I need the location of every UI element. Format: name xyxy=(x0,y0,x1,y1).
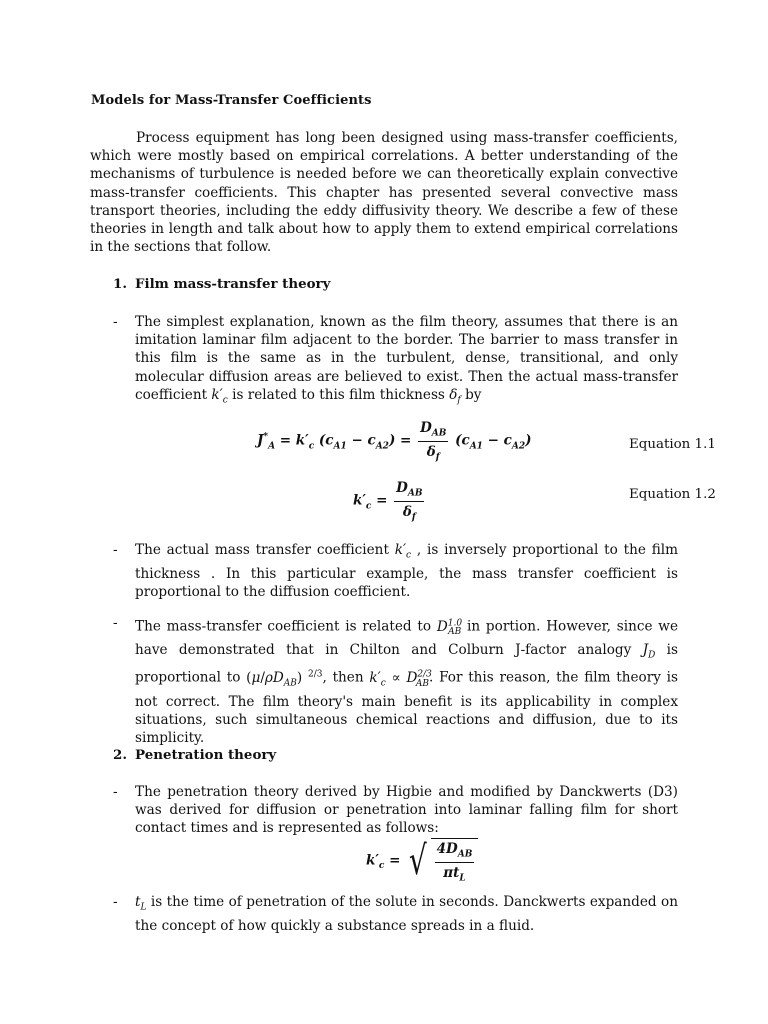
radical-sign: √ xyxy=(408,838,427,884)
section-1-number: 1. xyxy=(113,276,127,292)
section-1-heading xyxy=(113,276,330,292)
bullet-marker: - xyxy=(113,894,118,910)
math-kc-prime: $k'_c$ xyxy=(394,542,412,561)
bullet-marker: - xyxy=(113,314,118,330)
bullet-text-part: , then xyxy=(322,669,370,686)
section-2-heading xyxy=(113,747,276,763)
math-kc-prime: $k'_c$ xyxy=(211,386,228,406)
math-delta-f: $\delta_f$ xyxy=(449,386,461,406)
math-jd: $J_D$ xyxy=(642,642,656,662)
bullet-text xyxy=(135,614,678,747)
equation-1-1-label: Equation 1.1 xyxy=(629,437,716,452)
equation-1-2: $k'_c$ = $\frac{D_{AB}}{\delta_f}$ xyxy=(353,480,423,523)
bullet-text xyxy=(135,313,678,410)
math-kc-proportional: $k'_c \propto D^{2/3}_{AB}$ xyxy=(369,669,432,689)
bullet-text xyxy=(135,541,678,601)
section-1-bullet-3 xyxy=(113,614,678,747)
bullet-text-part: The simplest explanation, known as the film theory, assumes that there is an imitation laminar film adjacent to the border. The barrier to mass transfer in this film is the same as in the turbulent, dense, transitional, and only molecular diffusion areas are believed to exist. Then the actual mass-transfer coefficient xyxy=(135,314,678,403)
intro-paragraph xyxy=(90,129,678,256)
fraction-dab-over-deltaf: $\frac{D_{AB}}{\delta_f}$ xyxy=(420,420,447,463)
section-2-bullet-1 xyxy=(113,783,678,838)
section-2-number: 2. xyxy=(113,747,127,763)
section-1-bullet-2 xyxy=(113,541,678,601)
math-tl: $t_L$ xyxy=(135,894,147,913)
bullet-text-part: by xyxy=(460,386,482,403)
bullet-marker: - xyxy=(113,542,118,558)
bullet-marker: - xyxy=(113,784,118,800)
equation-1-2-label: Equation 1.2 xyxy=(629,487,716,502)
bullet-text-part: is proportional to xyxy=(135,642,678,686)
bullet-text-part: . For this reason, the film theory is not correct. The film theory's main benefit is its applicability in complex situations, such simultaneous chemical reactions and diffusion, due to its simplicity. xyxy=(135,669,678,747)
bullet-text-part: is the time of penetration of the solute in seconds. Danckwerts expanded on the concept of how quickly a substance spreads in a fluid. xyxy=(135,894,678,934)
section-1-bullet-1 xyxy=(113,313,678,410)
section-2-title: Penetration theory xyxy=(135,747,277,763)
math-dab-power: $D^{1.0}_{AB}$ xyxy=(436,618,463,638)
bullet-text: The penetration theory derived by Higbie and modified by Danckwerts (D3) was derived for diffusion or penetration into laminar falling film for short contact times and is represented as follows: xyxy=(135,784,678,837)
document-title: Models for Mass-Transfer Coefficients xyxy=(91,93,372,108)
bullet-text xyxy=(135,893,678,935)
fraction-dab-over-deltaf: $\frac{D_{AB}}{\delta_f}$ xyxy=(396,480,423,523)
bullet-text-part: The mass-transfer coefficient is related to xyxy=(135,618,437,635)
bullet-text-part: The actual mass transfer coefficient xyxy=(135,542,395,558)
intro-text: Process equipment has long been designed using mass-transfer coefficients, which were mostly based on empirical correlations. A better understanding of the mechanisms of turbulence is needed before we can theoretically explain convective mass-transfer coefficients. This chapter has presented several convective mass transport theories, including the eddy diffusivity theory. We describe a few of these theories in length and talk about how to apply them to extend empirical correlations in the sections that follow. xyxy=(90,130,678,256)
bullet-marker: - xyxy=(113,615,118,631)
math-schmidt-power: $(\mu/\rho D_{AB})$ $^{2/3}$ xyxy=(246,669,323,689)
equation-penetration: $k'_c$ = √ $\frac{4D_{AB}}{\pi t_L}$ xyxy=(366,838,478,884)
section-1-title: Film mass-transfer theory xyxy=(135,276,331,292)
square-root: √ $\frac{4D_{AB}}{\pi t_L}$ xyxy=(405,838,478,884)
section-2-bullet-2 xyxy=(113,893,678,935)
bullet-text-part: , is inversely proportional to the film thickness . In this particular example, the mass transfer coefficient is proportional to the diffusion coefficient. xyxy=(135,542,678,601)
bullet-text-part: in portion. However, since we have demonstrated that in Chilton and Colburn J-factor analogy xyxy=(135,618,678,659)
equation-1-1: $J^*_A = k'_c$ $(c_{A1} - c_{A2})$ = $\frac{D_{AB}}{\delta_f}$ $(c_{A1} - c_{A2})$ xyxy=(257,420,532,463)
bullet-text-part: is related to this film thickness xyxy=(227,386,450,403)
